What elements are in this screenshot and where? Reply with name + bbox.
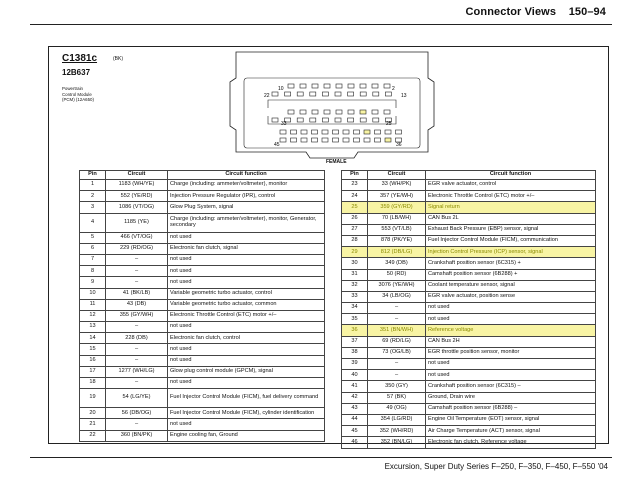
pin-cell: 24 (342, 191, 368, 202)
table-row (342, 235, 596, 246)
function-cell: Injection Control Pressure (ICP) sensor, signal (426, 247, 596, 258)
pin-cavity (364, 138, 370, 142)
pin-cavity (373, 92, 379, 96)
table-row (342, 437, 596, 448)
function-cell: Fuel Injector Control Module (FICM), fuel delivery command (168, 389, 325, 408)
circuit-cell: 54 (LG/YE) (106, 389, 168, 408)
pin-cavity (322, 92, 328, 96)
circuit-cell: – (106, 254, 168, 265)
table-row (80, 299, 325, 310)
table-row (342, 291, 596, 302)
function-cell: Charge (including: ammeter/voltmeter), monitor, Generator, secondary (168, 213, 325, 232)
pin-cell: 7 (80, 254, 106, 265)
pin-cavity (324, 84, 330, 88)
table-row (80, 366, 325, 377)
pin-cell: 2 (80, 191, 106, 202)
table-row (80, 277, 325, 288)
pin-cell: 12 (80, 310, 106, 321)
pin-cavity (348, 92, 354, 96)
pin-cell: 8 (80, 266, 106, 277)
page-header (466, 6, 606, 18)
column-header-function: Circuit function (426, 171, 596, 180)
table-row (342, 370, 596, 381)
pin-cavity (291, 138, 297, 142)
function-cell: Electronic fan clutch, Reference voltage (426, 437, 596, 448)
function-cell: Glow Plug System, signal (168, 202, 325, 213)
pin-cavity (301, 130, 307, 134)
pin-cavity (375, 130, 381, 134)
pin-cell: 13 (80, 322, 106, 333)
table-row (342, 359, 596, 370)
function-cell: Variable geometric turbo actuator, common (168, 299, 325, 310)
pin-cell: 1 (80, 180, 106, 191)
pin-cavity (310, 92, 316, 96)
circuit-cell: 229 (RD/OG) (106, 243, 168, 254)
circuit-cell: 360 (BN/PK) (106, 430, 168, 441)
description-line: Control Module (62, 91, 92, 97)
function-cell: Crankshaft position sensor (6C315) + (426, 258, 596, 269)
pin-cavity (372, 110, 378, 114)
pin-cavity (333, 138, 339, 142)
function-cell: not used (168, 378, 325, 389)
pin-cell: 19 (80, 389, 106, 408)
pin-label-2: 2 (392, 86, 395, 92)
function-cell: not used (426, 303, 596, 314)
pin-cavity (385, 138, 391, 142)
function-cell: not used (168, 254, 325, 265)
pin-cell: 34 (342, 303, 368, 314)
table-row (80, 419, 325, 430)
pin-cavity (333, 130, 339, 134)
circuit-cell: 359 (GY/RD) (368, 202, 426, 213)
table-row (80, 288, 325, 299)
pin-cell: 32 (342, 280, 368, 291)
pin-cell: 33 (342, 291, 368, 302)
circuit-cell: 228 (DB) (106, 333, 168, 344)
function-cell: CAN Bus 2H (426, 336, 596, 347)
function-cell: not used (168, 322, 325, 333)
circuit-cell: – (106, 322, 168, 333)
function-cell: not used (168, 266, 325, 277)
table-row (80, 310, 325, 321)
part-number: 12B637 (62, 68, 91, 77)
table-row (80, 322, 325, 333)
table-row (342, 202, 596, 213)
pin-cell: 26 (342, 213, 368, 224)
table-header-row (80, 171, 325, 180)
pin-cavity (312, 130, 318, 134)
connector-housing (230, 52, 434, 158)
function-cell: Fuel Injector Control Module (FICM), communication (426, 235, 596, 246)
function-cell: not used (426, 359, 596, 370)
pin-table-left (79, 170, 325, 442)
table-row (80, 243, 325, 254)
circuit-cell: 3076 (YE/WH) (368, 280, 426, 291)
table-row (342, 336, 596, 347)
pin-cavity (385, 130, 391, 134)
pin-cell: 3 (80, 202, 106, 213)
circuit-cell: – (106, 355, 168, 366)
female-view-label: FEMALE (326, 159, 347, 165)
pin-label-36: 36 (396, 142, 402, 148)
table-row (342, 426, 596, 437)
table-row (80, 202, 325, 213)
table-row (342, 247, 596, 258)
table-row (342, 414, 596, 425)
function-cell: not used (168, 419, 325, 430)
pin-label-10: 10 (278, 86, 284, 92)
function-cell: Camshaft position sensor (6B288) + (426, 269, 596, 280)
function-cell: CAN Bus 2L (426, 213, 596, 224)
pin-cavity (291, 130, 297, 134)
table-row (80, 333, 325, 344)
function-cell: Engine Oil Temperature (EOT) sensor, signal (426, 414, 596, 425)
pin-cell: 38 (342, 347, 368, 358)
circuit-cell: 69 (RD/LG) (368, 336, 426, 347)
function-cell: Ground, Drain wire (426, 392, 596, 403)
pin-cell: 31 (342, 269, 368, 280)
pin-cell: 14 (80, 333, 106, 344)
pin-cavity (322, 130, 328, 134)
circuit-cell: 351 (BN/WH) (368, 325, 426, 336)
circuit-cell: 355 (GY/WH) (106, 310, 168, 321)
pin-cell: 6 (80, 243, 106, 254)
function-cell: Electronic fan clutch, control (168, 333, 325, 344)
pin-label-45: 45 (274, 142, 280, 148)
table-row (80, 180, 325, 191)
pin-cavity (312, 110, 318, 114)
pin-cell: 46 (342, 437, 368, 448)
pin-cavity (348, 118, 354, 122)
pin-cell: 30 (342, 258, 368, 269)
pin-cell: 11 (80, 299, 106, 310)
table-row (80, 389, 325, 408)
function-cell: not used (168, 232, 325, 243)
pin-label-33: 33 (281, 121, 287, 127)
pin-cavity (364, 130, 370, 134)
function-cell: Electronic Throttle Control (ETC) motor +/– (168, 310, 325, 321)
pin-cell: 29 (342, 247, 368, 258)
table-row (80, 344, 325, 355)
pin-cavity (335, 92, 341, 96)
table-header-row (342, 171, 596, 180)
pin-cavities (272, 84, 402, 142)
pin-cavity (348, 84, 354, 88)
description-line: (PCM) (12A650) (62, 97, 94, 102)
function-cell: Injection Pressure Regulator (IPR), control (168, 191, 325, 202)
function-cell: Crankshaft position sensor (6C315) – (426, 381, 596, 392)
circuit-cell: 357 (YE/WH) (368, 191, 426, 202)
connector-color-code: (BK) (113, 56, 123, 62)
function-cell: EGR valve actuator, position sense (426, 291, 596, 302)
table-row (80, 430, 325, 441)
column-header-function: Circuit function (168, 171, 325, 180)
footer-text: Excursion, Super Duty Series F–250, F–350, F–450, F–550 '04 (384, 462, 608, 471)
circuit-cell: 1277 (WH/LG) (106, 366, 168, 377)
pin-cell: 9 (80, 277, 106, 288)
circuit-cell: 354 (LG/RD) (368, 414, 426, 425)
function-cell: Glow plug control module (GPCM), signal (168, 366, 325, 377)
circuit-cell: 1183 (WH/YE) (106, 180, 168, 191)
pin-cavity (373, 118, 379, 122)
connector-latch (268, 100, 396, 108)
function-cell: not used (168, 344, 325, 355)
footer-divider (30, 457, 612, 458)
pin-cell: 17 (80, 366, 106, 377)
table-row (342, 303, 596, 314)
pin-cavity (385, 92, 391, 96)
table-row (342, 269, 596, 280)
pin-cell: 18 (80, 378, 106, 389)
circuit-cell: 1185 (YE) (106, 213, 168, 232)
circuit-cell: – (368, 359, 426, 370)
function-cell: Exhaust Back Pressure (EBP) sensor, signal (426, 224, 596, 235)
circuit-cell: 41 (BK/LB) (106, 288, 168, 299)
function-cell: Camshaft position sensor (6B288) – (426, 403, 596, 414)
pin-label-22: 22 (264, 93, 270, 99)
pin-cell: 5 (80, 232, 106, 243)
function-cell: Reference voltage (426, 325, 596, 336)
function-cell: not used (168, 355, 325, 366)
pin-cell: 43 (342, 403, 368, 414)
table-row (342, 381, 596, 392)
function-cell: EGR throttle position sensor, monitor (426, 347, 596, 358)
circuit-cell: – (106, 419, 168, 430)
pin-cavity (301, 138, 307, 142)
circuit-cell: 43 (DB) (106, 299, 168, 310)
pin-cavity (375, 138, 381, 142)
function-cell: Air Charge Temperature (ACT) sensor, signal (426, 426, 596, 437)
circuit-cell: 352 (WH/RD) (368, 426, 426, 437)
pin-cavity (343, 138, 349, 142)
pin-cavity (310, 118, 316, 122)
circuit-cell: 1086 (VT/OG) (106, 202, 168, 213)
pin-cell: 16 (80, 355, 106, 366)
circuit-cell: – (106, 266, 168, 277)
pin-cell: 44 (342, 414, 368, 425)
function-cell: Electronic Throttle Control (ETC) motor +/– (426, 191, 596, 202)
table-row (80, 232, 325, 243)
function-cell: Engine cooling fan, Ground (168, 430, 325, 441)
pin-cavity (322, 138, 328, 142)
circuit-cell: – (106, 378, 168, 389)
function-cell: EGR valve actuator, control (426, 180, 596, 191)
pin-cell: 37 (342, 336, 368, 347)
pin-cell: 40 (342, 370, 368, 381)
pin-cavity (272, 118, 278, 122)
module-description (62, 86, 122, 103)
connector-face-diagram (228, 48, 436, 160)
description-line: Powertrain (62, 86, 83, 91)
function-cell: Coolant temperature sensor, signal (426, 280, 596, 291)
pin-cell: 41 (342, 381, 368, 392)
pin-cavity (288, 84, 294, 88)
pin-cavity (297, 118, 303, 122)
pin-cavity (343, 130, 349, 134)
table-row (342, 280, 596, 291)
pin-cavity (312, 84, 318, 88)
pin-cell: 39 (342, 359, 368, 370)
pin-cell: 22 (80, 430, 106, 441)
pin-cavity (324, 110, 330, 114)
pin-cavity (336, 110, 342, 114)
pin-cell: 10 (80, 288, 106, 299)
pin-cavity (335, 118, 341, 122)
pin-cell: 27 (342, 224, 368, 235)
pin-cell: 28 (342, 235, 368, 246)
circuit-cell: 57 (BK) (368, 392, 426, 403)
circuit-cell: 350 (GY) (368, 381, 426, 392)
circuit-cell: 33 (WH/PK) (368, 180, 426, 191)
pin-cavity (360, 84, 366, 88)
table-row (80, 378, 325, 389)
pin-cell: 42 (342, 392, 368, 403)
pin-cavity (285, 92, 291, 96)
header-page-number: 150–94 (568, 6, 606, 18)
table-row (342, 224, 596, 235)
circuit-cell: 34 (LB/OG) (368, 291, 426, 302)
pin-cavity (384, 110, 390, 114)
pin-cavity (372, 84, 378, 88)
pin-cavity (272, 92, 278, 96)
function-cell: Fuel Injector Control Module (FICM), cylinder identification (168, 408, 325, 419)
circuit-cell: – (368, 370, 426, 381)
column-header-circuit: Circuit (106, 171, 168, 180)
pin-cell: 15 (80, 344, 106, 355)
table-row (342, 180, 596, 191)
circuit-cell: 812 (DB/LG) (368, 247, 426, 258)
pin-cavity (312, 138, 318, 142)
table-row (342, 325, 596, 336)
table-row (80, 355, 325, 366)
circuit-cell: 352 (BN/LG) (368, 437, 426, 448)
pin-cavity (300, 110, 306, 114)
circuit-cell: – (368, 314, 426, 325)
circuit-cell: 50 (RD) (368, 269, 426, 280)
pin-cavity (280, 138, 286, 142)
column-header-pin: Pin (342, 171, 368, 180)
pin-cell: 23 (342, 180, 368, 191)
circuit-cell: – (106, 344, 168, 355)
pin-cavity (396, 130, 402, 134)
pin-cell: 4 (80, 213, 106, 232)
pin-cell: 36 (342, 325, 368, 336)
pin-cell: 21 (80, 419, 106, 430)
circuit-cell: 73 (OG/LB) (368, 347, 426, 358)
pin-cavity (360, 92, 366, 96)
table-row (342, 258, 596, 269)
circuit-cell: 70 (LB/WH) (368, 213, 426, 224)
function-cell: Signal return (426, 202, 596, 213)
pin-label-13: 13 (401, 93, 407, 99)
circuit-cell: 878 (PK/YE) (368, 235, 426, 246)
circuit-cell: 552 (YE/RD) (106, 191, 168, 202)
header-divider (30, 24, 612, 25)
table-row (342, 347, 596, 358)
function-cell: not used (426, 370, 596, 381)
table-row (342, 191, 596, 202)
circuit-cell: 49 (OG) (368, 403, 426, 414)
table-row (342, 213, 596, 224)
circuit-cell: 553 (VT/LB) (368, 224, 426, 235)
pin-cavity (300, 84, 306, 88)
circuit-cell: 349 (DB) (368, 258, 426, 269)
function-cell: not used (426, 314, 596, 325)
circuit-cell: – (106, 277, 168, 288)
function-cell: Electronic fan clutch, signal (168, 243, 325, 254)
function-cell: Variable geometric turbo actuator, control (168, 288, 325, 299)
function-cell: not used (168, 277, 325, 288)
table-row (80, 266, 325, 277)
pin-cavity (360, 110, 366, 114)
circuit-cell: 56 (DB/OG) (106, 408, 168, 419)
table-row (80, 254, 325, 265)
pin-cavity (384, 84, 390, 88)
table-row (342, 314, 596, 325)
pin-cell: 25 (342, 202, 368, 213)
pin-cavity (288, 110, 294, 114)
column-header-pin: Pin (80, 171, 106, 180)
table-row (80, 191, 325, 202)
pin-table-right (341, 170, 596, 449)
pin-cavity (322, 118, 328, 122)
pin-cavity (280, 130, 286, 134)
circuit-cell: – (368, 303, 426, 314)
table-row (342, 392, 596, 403)
pin-cell: 35 (342, 314, 368, 325)
pin-cell: 45 (342, 426, 368, 437)
function-cell: Charge (including: ammeter/voltmeter), monitor (168, 180, 325, 191)
pin-cavity (360, 118, 366, 122)
column-header-circuit: Circuit (368, 171, 426, 180)
pin-cavity (336, 84, 342, 88)
pin-cavity (348, 110, 354, 114)
circuit-cell: 466 (VT/OG) (106, 232, 168, 243)
table-row (80, 408, 325, 419)
pin-cavity (297, 92, 303, 96)
connector-id: C1381c (62, 53, 98, 64)
table-row (342, 403, 596, 414)
table-row (80, 213, 325, 232)
pin-cavity (354, 130, 360, 134)
header-title: Connector Views (465, 6, 557, 18)
pin-cell: 20 (80, 408, 106, 419)
pin-label-25: 25 (386, 121, 392, 127)
pin-cavity (354, 138, 360, 142)
